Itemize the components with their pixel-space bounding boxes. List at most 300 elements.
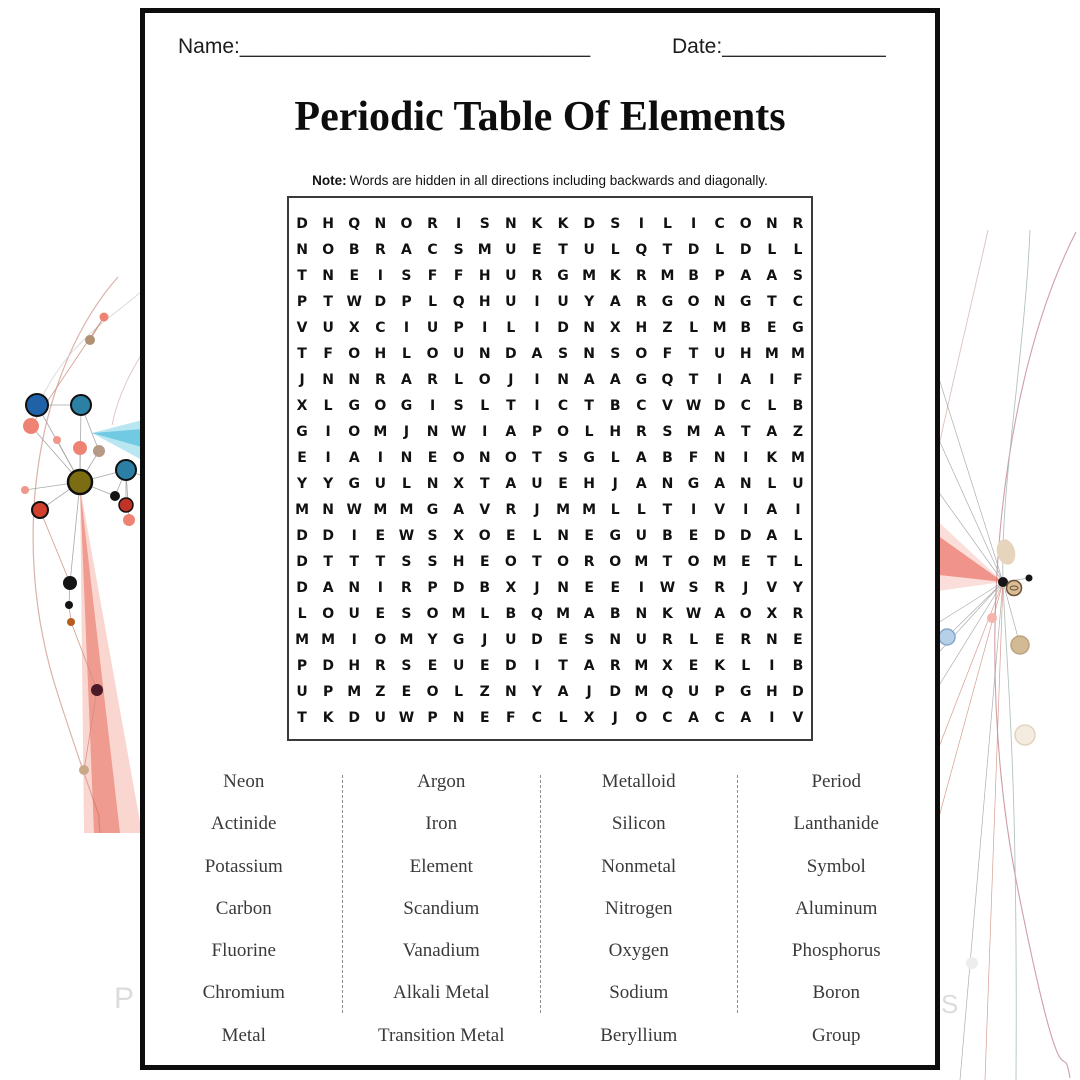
word-item[interactable]: Sodium	[609, 982, 669, 1004]
grid-cell-r13-c4[interactable]: E	[375, 528, 386, 544]
grid-cell-r10-c12[interactable]: G	[583, 450, 595, 466]
grid-cell-r18-c12[interactable]: A	[583, 658, 595, 674]
word-item[interactable]: Symbol	[806, 855, 866, 877]
grid-cell-r9-c8[interactable]: I	[482, 424, 488, 440]
grid-cell-r7-c8[interactable]: O	[478, 372, 491, 388]
grid-cell-r20-c19[interactable]: I	[769, 710, 775, 726]
grid-cell-r2-c15[interactable]: T	[662, 242, 673, 258]
grid-cell-r16-c1[interactable]: L	[297, 606, 307, 622]
grid-cell-r3-c17[interactable]: P	[714, 268, 725, 284]
grid-cell-r2-c2[interactable]: O	[322, 242, 335, 258]
grid-cell-r19-c8[interactable]: Z	[479, 684, 490, 700]
grid-cell-r10-c10[interactable]: T	[532, 450, 542, 466]
grid-cell-r7-c19[interactable]: I	[769, 372, 775, 388]
grid-cell-r3-c14[interactable]: R	[635, 268, 647, 284]
grid-cell-r1-c6[interactable]: R	[427, 216, 438, 232]
grid-cell-r14-c6[interactable]: S	[427, 554, 438, 570]
grid-cell-r17-c8[interactable]: J	[482, 632, 488, 648]
grid-cell-r17-c11[interactable]: E	[558, 632, 568, 648]
grid-cell-r9-c3[interactable]: O	[348, 424, 361, 440]
grid-cell-r5-c19[interactable]: E	[767, 320, 777, 336]
grid-cell-r14-c11[interactable]: O	[557, 554, 569, 570]
grid-cell-r3-c15[interactable]: M	[660, 268, 675, 284]
grid-cell-r11-c1[interactable]: Y	[296, 476, 308, 492]
grid-cell-r8-c14[interactable]: C	[636, 398, 647, 414]
grid-cell-r12-c12[interactable]: M	[582, 502, 597, 518]
grid-cell-r6-c15[interactable]: F	[662, 346, 673, 362]
grid-cell-r9-c7[interactable]: W	[450, 424, 467, 440]
grid-cell-r3-c16[interactable]: B	[688, 268, 699, 284]
grid-cell-r19-c5[interactable]: E	[401, 684, 412, 700]
grid-cell-r12-c9[interactable]: R	[505, 502, 517, 518]
word-item[interactable]: Scandium	[403, 897, 480, 919]
grid-cell-r6-c3[interactable]: O	[348, 346, 361, 362]
grid-cell-r19-c10[interactable]: Y	[531, 684, 543, 700]
grid-cell-r6-c17[interactable]: U	[713, 346, 726, 362]
grid-cell-r8-c5[interactable]: G	[400, 398, 413, 414]
grid-cell-r15-c7[interactable]: D	[452, 580, 465, 596]
grid-cell-r14-c9[interactable]: O	[504, 554, 517, 570]
grid-cell-r16-c12[interactable]: A	[583, 606, 595, 622]
grid-cell-r11-c14[interactable]: A	[635, 476, 647, 492]
grid-cell-r5-c8[interactable]: I	[482, 320, 488, 336]
grid-cell-r16-c20[interactable]: R	[792, 606, 804, 622]
grid-cell-r2-c12[interactable]: U	[583, 242, 595, 258]
grid-cell-r5-c6[interactable]: U	[426, 320, 439, 336]
grid-cell-r13-c10[interactable]: L	[532, 528, 542, 544]
grid-cell-r18-c6[interactable]: E	[427, 658, 438, 674]
grid-cell-r20-c15[interactable]: C	[662, 710, 673, 726]
grid-cell-r13-c3[interactable]: I	[351, 528, 357, 544]
grid-cell-r13-c12[interactable]: E	[584, 528, 594, 544]
grid-cell-r5-c4[interactable]: C	[375, 320, 386, 336]
grid-cell-r1-c4[interactable]: N	[374, 216, 387, 232]
grid-cell-r6-c11[interactable]: S	[558, 346, 569, 362]
grid-cell-r10-c7[interactable]: O	[452, 450, 465, 466]
grid-cell-r2-c3[interactable]: B	[348, 242, 360, 258]
grid-cell-r19-c12[interactable]: J	[586, 684, 592, 700]
grid-cell-r4-c3[interactable]: W	[346, 294, 362, 310]
grid-cell-r12-c15[interactable]: T	[662, 502, 673, 518]
grid-cell-r8-c9[interactable]: T	[506, 398, 516, 414]
grid-cell-r9-c19[interactable]: A	[766, 424, 778, 440]
grid-cell-r10-c9[interactable]: O	[504, 450, 517, 466]
grid-cell-r4-c5[interactable]: P	[401, 294, 412, 310]
grid-cell-r17-c15[interactable]: R	[662, 632, 673, 648]
grid-cell-r11-c4[interactable]: U	[374, 476, 387, 492]
grid-cell-r13-c15[interactable]: B	[662, 528, 673, 544]
word-item[interactable]: Nitrogen	[604, 897, 673, 919]
grid-cell-r16-c6[interactable]: O	[426, 606, 439, 622]
grid-cell-r16-c15[interactable]: K	[662, 606, 673, 622]
grid-cell-r7-c7[interactable]: L	[454, 372, 464, 388]
grid-cell-r13-c19[interactable]: A	[766, 528, 778, 544]
grid-cell-r4-c2[interactable]: T	[323, 294, 333, 310]
grid-cell-r11-c6[interactable]: N	[426, 476, 439, 492]
grid-cell-r5-c2[interactable]: U	[322, 320, 334, 336]
grid-cell-r15-c12[interactable]: E	[584, 580, 594, 596]
grid-cell-r20-c3[interactable]: D	[348, 710, 361, 726]
grid-cell-r7-c17[interactable]: I	[717, 372, 723, 388]
grid-cell-r9-c16[interactable]: M	[686, 424, 701, 440]
grid-cell-r8-c15[interactable]: V	[662, 398, 673, 414]
grid-cell-r11-c7[interactable]: X	[453, 476, 465, 492]
grid-cell-r16-c8[interactable]: L	[480, 606, 490, 622]
grid-cell-r5-c18[interactable]: B	[740, 320, 752, 336]
grid-cell-r20-c17[interactable]: C	[714, 710, 725, 726]
grid-cell-r3-c2[interactable]: N	[322, 268, 334, 284]
grid-cell-r14-c20[interactable]: L	[793, 554, 803, 570]
grid-cell-r15-c11[interactable]: N	[557, 580, 569, 596]
grid-cell-r15-c4[interactable]: I	[377, 580, 383, 596]
grid-cell-r3-c8[interactable]: H	[478, 268, 491, 284]
grid-cell-r18-c18[interactable]: L	[741, 658, 751, 674]
grid-cell-r20-c1[interactable]: T	[297, 710, 307, 726]
grid-cell-r2-c9[interactable]: U	[505, 242, 517, 258]
grid-cell-r2-c4[interactable]: R	[374, 242, 386, 258]
grid-cell-r7-c13[interactable]: A	[609, 372, 621, 388]
grid-cell-r5-c7[interactable]: P	[453, 320, 464, 336]
grid-cell-r12-c14[interactable]: L	[636, 502, 646, 518]
grid-cell-r18-c2[interactable]: D	[322, 658, 334, 674]
grid-cell-r8-c8[interactable]: L	[480, 398, 490, 414]
grid-cell-r8-c12[interactable]: T	[584, 398, 594, 414]
grid-cell-r3-c13[interactable]: K	[609, 268, 621, 284]
grid-cell-r2-c18[interactable]: D	[739, 242, 752, 258]
name-input-line[interactable]: ______________________________	[239, 35, 591, 58]
grid-cell-r5-c16[interactable]: L	[689, 320, 698, 336]
word-item[interactable]: Metal	[221, 1024, 266, 1046]
grid-cell-r8-c13[interactable]: B	[609, 398, 621, 414]
grid-cell-r6-c8[interactable]: N	[478, 346, 491, 362]
grid-cell-r9-c14[interactable]: R	[635, 424, 647, 440]
grid-cell-r6-c18[interactable]: H	[739, 346, 752, 362]
grid-cell-r12-c18[interactable]: I	[743, 502, 749, 518]
grid-cell-r10-c14[interactable]: A	[635, 450, 647, 466]
grid-cell-r2-c19[interactable]: L	[767, 242, 777, 258]
grid-cell-r15-c19[interactable]: V	[766, 580, 778, 596]
grid-cell-r11-c16[interactable]: G	[687, 476, 700, 492]
grid-cell-r4-c4[interactable]: D	[374, 294, 387, 310]
word-item[interactable]: Phosphorus	[791, 940, 881, 962]
grid-cell-r10-c13[interactable]: L	[610, 450, 620, 466]
grid-cell-r14-c1[interactable]: D	[296, 554, 308, 570]
grid-cell-r19-c18[interactable]: G	[739, 684, 752, 700]
grid-cell-r10-c2[interactable]: I	[325, 450, 331, 466]
word-item[interactable]: Oxygen	[608, 940, 669, 962]
grid-cell-r5-c12[interactable]: N	[583, 320, 595, 336]
grid-cell-r4-c15[interactable]: G	[661, 294, 674, 310]
word-item[interactable]: Iron	[425, 813, 458, 835]
grid-cell-r5-c10[interactable]: I	[534, 320, 540, 336]
grid-cell-r6-c4[interactable]: H	[374, 346, 387, 362]
grid-cell-r18-c13[interactable]: R	[609, 658, 621, 674]
grid-cell-r13-c16[interactable]: E	[688, 528, 699, 544]
grid-cell-r19-c14[interactable]: M	[634, 684, 649, 700]
grid-cell-r13-c9[interactable]: E	[506, 528, 516, 544]
grid-cell-r10-c20[interactable]: M	[790, 450, 805, 466]
grid-cell-r2-c1[interactable]: N	[296, 242, 308, 258]
grid-cell-r18-c8[interactable]: E	[479, 658, 490, 674]
grid-cell-r4-c17[interactable]: N	[713, 294, 726, 310]
grid-cell-r14-c18[interactable]: E	[740, 554, 751, 570]
grid-cell-r17-c10[interactable]: D	[531, 632, 543, 648]
grid-cell-r19-c20[interactable]: D	[792, 684, 804, 700]
grid-cell-r12-c8[interactable]: V	[479, 502, 491, 518]
grid-cell-r17-c1[interactable]: M	[295, 632, 310, 648]
grid-cell-r14-c14[interactable]: M	[634, 554, 649, 570]
grid-cell-r18-c3[interactable]: H	[348, 658, 361, 674]
grid-cell-r3-c3[interactable]: E	[349, 268, 360, 284]
grid-cell-r15-c14[interactable]: I	[638, 580, 644, 596]
grid-cell-r11-c5[interactable]: L	[401, 476, 411, 492]
grid-cell-r16-c16[interactable]: W	[685, 606, 702, 622]
grid-cell-r19-c17[interactable]: P	[714, 684, 725, 700]
grid-cell-r8-c7[interactable]: S	[453, 398, 464, 414]
grid-cell-r1-c12[interactable]: D	[583, 216, 595, 232]
grid-cell-r3-c1[interactable]: T	[297, 268, 307, 284]
grid-cell-r10-c3[interactable]: A	[348, 450, 360, 466]
grid-cell-r15-c17[interactable]: R	[714, 580, 726, 596]
grid-cell-r13-c14[interactable]: U	[635, 528, 648, 544]
grid-cell-r3-c4[interactable]: I	[377, 268, 383, 284]
grid-cell-r6-c16[interactable]: T	[688, 346, 699, 362]
grid-cell-r3-c6[interactable]: F	[427, 268, 438, 284]
grid-cell-r5-c5[interactable]: I	[403, 320, 410, 336]
grid-cell-r14-c12[interactable]: R	[583, 554, 595, 570]
grid-cell-r5-c14[interactable]: H	[635, 320, 648, 336]
grid-cell-r1-c18[interactable]: O	[739, 216, 752, 232]
grid-cell-r7-c4[interactable]: R	[374, 372, 386, 388]
grid-cell-r16-c5[interactable]: S	[401, 606, 412, 622]
grid-cell-r15-c6[interactable]: P	[427, 580, 438, 596]
grid-cell-r13-c2[interactable]: D	[322, 528, 334, 544]
grid-cell-r16-c11[interactable]: M	[556, 606, 571, 622]
grid-cell-r4-c6[interactable]: L	[428, 294, 437, 310]
grid-cell-r4-c1[interactable]: P	[296, 294, 308, 310]
grid-cell-r7-c18[interactable]: A	[740, 372, 752, 388]
grid-cell-r17-c2[interactable]: M	[321, 632, 336, 648]
grid-cell-r20-c4[interactable]: U	[374, 710, 387, 726]
word-item[interactable]: Lanthanide	[793, 813, 879, 835]
grid-cell-r11-c20[interactable]: U	[792, 476, 804, 492]
grid-cell-r14-c19[interactable]: T	[767, 554, 777, 570]
grid-cell-r5-c20[interactable]: G	[792, 320, 804, 336]
grid-cell-r14-c8[interactable]: E	[479, 554, 490, 570]
grid-cell-r8-c6[interactable]: I	[429, 398, 436, 414]
grid-cell-r15-c2[interactable]: A	[322, 580, 334, 596]
grid-cell-r1-c14[interactable]: I	[638, 216, 644, 232]
grid-cell-r11-c18[interactable]: N	[739, 476, 752, 492]
word-item[interactable]: Argon	[417, 771, 466, 792]
grid-cell-r15-c3[interactable]: N	[348, 580, 361, 596]
grid-cell-r6-c6[interactable]: O	[426, 346, 439, 362]
grid-cell-r12-c17[interactable]: V	[714, 502, 726, 518]
grid-cell-r20-c16[interactable]: A	[688, 710, 699, 726]
grid-cell-r8-c4[interactable]: O	[374, 398, 387, 414]
grid-cell-r7-c6[interactable]: R	[427, 372, 438, 388]
grid-cell-r18-c16[interactable]: E	[688, 658, 699, 674]
grid-cell-r15-c9[interactable]: X	[505, 580, 517, 596]
grid-cell-r20-c10[interactable]: C	[531, 710, 543, 726]
word-item[interactable]: Alkali Metal	[392, 982, 490, 1004]
word-item[interactable]: Neon	[223, 771, 265, 792]
grid-cell-r16-c7[interactable]: M	[451, 606, 466, 622]
grid-cell-r18-c17[interactable]: K	[714, 658, 726, 674]
grid-cell-r13-c13[interactable]: G	[609, 528, 621, 544]
grid-cell-r11-c2[interactable]: Y	[323, 476, 334, 492]
grid-cell-r12-c20[interactable]: I	[795, 502, 801, 518]
grid-cell-r13-c5[interactable]: W	[398, 528, 415, 544]
grid-cell-r20-c11[interactable]: L	[558, 710, 568, 726]
grid-cell-r16-c2[interactable]: O	[322, 606, 335, 622]
grid-cell-r1-c19[interactable]: N	[765, 216, 778, 232]
grid-cell-r18-c1[interactable]: P	[296, 658, 308, 674]
grid-cell-r20-c5[interactable]: W	[398, 710, 415, 726]
grid-cell-r17-c20[interactable]: E	[793, 632, 803, 648]
grid-cell-r14-c2[interactable]: T	[323, 554, 333, 570]
grid-cell-r16-c9[interactable]: B	[505, 606, 517, 622]
grid-cell-r7-c10[interactable]: I	[534, 372, 540, 388]
grid-cell-r17-c17[interactable]: E	[714, 632, 725, 648]
grid-cell-r6-c14[interactable]: O	[635, 346, 648, 362]
grid-cell-r11-c8[interactable]: T	[479, 476, 490, 492]
grid-cell-r9-c10[interactable]: P	[531, 424, 543, 440]
grid-cell-r4-c14[interactable]: R	[635, 294, 647, 310]
grid-cell-r2-c8[interactable]: M	[477, 242, 492, 258]
grid-cell-r12-c3[interactable]: W	[346, 502, 362, 518]
grid-cell-r1-c3[interactable]: Q	[348, 216, 361, 232]
grid-cell-r13-c6[interactable]: S	[427, 528, 438, 544]
grid-cell-r6-c20[interactable]: M	[790, 346, 805, 362]
grid-cell-r15-c5[interactable]: R	[401, 580, 412, 596]
grid-cell-r13-c20[interactable]: L	[793, 528, 803, 544]
grid-cell-r11-c3[interactable]: G	[348, 476, 360, 492]
grid-cell-r1-c13[interactable]: S	[610, 216, 621, 232]
grid-cell-r17-c4[interactable]: O	[374, 632, 387, 648]
grid-cell-r8-c18[interactable]: C	[740, 398, 751, 414]
word-item[interactable]: Carbon	[215, 897, 272, 919]
grid-cell-r10-c4[interactable]: I	[377, 450, 383, 466]
grid-cell-r3-c7[interactable]: F	[453, 268, 464, 284]
grid-cell-r10-c5[interactable]: N	[400, 450, 413, 466]
grid-cell-r10-c15[interactable]: B	[662, 450, 673, 466]
grid-cell-r1-c16[interactable]: I	[690, 216, 697, 232]
grid-cell-r1-c9[interactable]: N	[504, 216, 517, 232]
word-item[interactable]: Actinide	[211, 813, 277, 835]
word-item[interactable]: Beryllium	[600, 1024, 678, 1046]
grid-cell-r9-c15[interactable]: S	[662, 424, 673, 440]
grid-cell-r4-c8[interactable]: H	[478, 294, 491, 310]
word-item[interactable]: Boron	[812, 982, 860, 1004]
grid-cell-r16-c14[interactable]: N	[635, 606, 648, 622]
grid-cell-r5-c9[interactable]: L	[506, 320, 516, 336]
grid-cell-r12-c13[interactable]: L	[610, 502, 620, 518]
grid-cell-r18-c10[interactable]: I	[534, 658, 540, 674]
grid-cell-r13-c11[interactable]: N	[557, 528, 569, 544]
grid-cell-r15-c18[interactable]: J	[743, 580, 749, 596]
grid-cell-r8-c20[interactable]: B	[792, 398, 804, 414]
grid-cell-r7-c3[interactable]: N	[348, 372, 361, 388]
word-item[interactable]: Silicon	[611, 813, 666, 835]
grid-cell-r13-c17[interactable]: D	[713, 528, 726, 544]
grid-cell-r4-c20[interactable]: C	[792, 294, 804, 310]
grid-cell-r17-c7[interactable]: G	[452, 632, 465, 648]
grid-cell-r9-c2[interactable]: I	[325, 424, 331, 440]
grid-cell-r1-c17[interactable]: C	[714, 216, 725, 232]
word-item[interactable]: Transition Metal	[378, 1024, 505, 1046]
grid-cell-r5-c17[interactable]: M	[712, 320, 727, 336]
grid-cell-r5-c13[interactable]: X	[609, 320, 621, 336]
grid-cell-r10-c17[interactable]: N	[713, 450, 726, 466]
grid-cell-r18-c4[interactable]: R	[374, 658, 386, 674]
grid-cell-r19-c19[interactable]: H	[765, 684, 778, 700]
grid-cell-r14-c10[interactable]: T	[532, 554, 542, 570]
grid-cell-r11-c11[interactable]: E	[558, 476, 568, 492]
grid-cell-r2-c10[interactable]: E	[532, 242, 542, 258]
grid-cell-r16-c4[interactable]: E	[375, 606, 386, 622]
grid-cell-r9-c1[interactable]: G	[296, 424, 308, 440]
date-input-line[interactable]: ______________	[722, 35, 886, 58]
grid-cell-r6-c2[interactable]: F	[323, 346, 333, 362]
grid-cell-r1-c20[interactable]: R	[792, 216, 804, 232]
grid-cell-r2-c16[interactable]: D	[687, 242, 700, 258]
grid-cell-r2-c5[interactable]: A	[401, 242, 412, 258]
grid-cell-r15-c15[interactable]: W	[659, 580, 676, 596]
grid-cell-r19-c4[interactable]: Z	[375, 684, 386, 700]
grid-cell-r3-c5[interactable]: S	[401, 268, 412, 284]
grid-cell-r18-c15[interactable]: X	[662, 658, 673, 674]
grid-cell-r2-c17[interactable]: L	[715, 242, 725, 258]
grid-cell-r18-c14[interactable]: M	[634, 658, 649, 674]
grid-cell-r10-c18[interactable]: I	[743, 450, 749, 466]
grid-cell-r4-c13[interactable]: A	[609, 294, 621, 310]
grid-cell-r20-c12[interactable]: X	[583, 710, 595, 726]
grid-cell-r19-c13[interactable]: D	[609, 684, 622, 700]
grid-cell-r9-c5[interactable]: J	[403, 424, 410, 440]
grid-cell-r10-c6[interactable]: E	[427, 450, 438, 466]
grid-cell-r8-c2[interactable]: L	[323, 398, 333, 414]
grid-cell-r3-c19[interactable]: A	[766, 268, 778, 284]
grid-cell-r14-c3[interactable]: T	[349, 554, 360, 570]
word-item[interactable]: Period	[811, 771, 862, 792]
grid-cell-r9-c4[interactable]: M	[373, 424, 388, 440]
word-item[interactable]: Group	[811, 1024, 861, 1046]
grid-cell-r19-c1[interactable]: U	[296, 684, 308, 700]
grid-cell-r16-c18[interactable]: O	[739, 606, 752, 622]
grid-cell-r6-c5[interactable]: L	[401, 346, 411, 362]
word-item[interactable]: Element	[409, 855, 473, 877]
grid-cell-r3-c9[interactable]: U	[505, 268, 517, 284]
grid-cell-r8-c10[interactable]: I	[534, 398, 540, 414]
word-item[interactable]: Vanadium	[402, 940, 480, 962]
grid-cell-r2-c13[interactable]: L	[610, 242, 620, 258]
grid-cell-r14-c16[interactable]: O	[687, 554, 700, 570]
grid-cell-r12-c11[interactable]: M	[556, 502, 571, 518]
grid-cell-r17-c19[interactable]: N	[765, 632, 778, 648]
word-item[interactable]: Potassium	[204, 855, 283, 877]
grid-cell-r4-c12[interactable]: Y	[584, 294, 595, 310]
grid-cell-r16-c17[interactable]: A	[714, 606, 726, 622]
grid-cell-r17-c16[interactable]: L	[689, 632, 698, 648]
grid-cell-r7-c14[interactable]: G	[635, 372, 648, 388]
grid-cell-r11-c17[interactable]: A	[714, 476, 726, 492]
grid-cell-r14-c17[interactable]: M	[712, 554, 727, 570]
grid-cell-r2-c20[interactable]: L	[793, 242, 803, 258]
grid-cell-r18-c7[interactable]: U	[452, 658, 465, 674]
grid-cell-r19-c11[interactable]: A	[557, 684, 569, 700]
grid-cell-r8-c3[interactable]: G	[348, 398, 360, 414]
